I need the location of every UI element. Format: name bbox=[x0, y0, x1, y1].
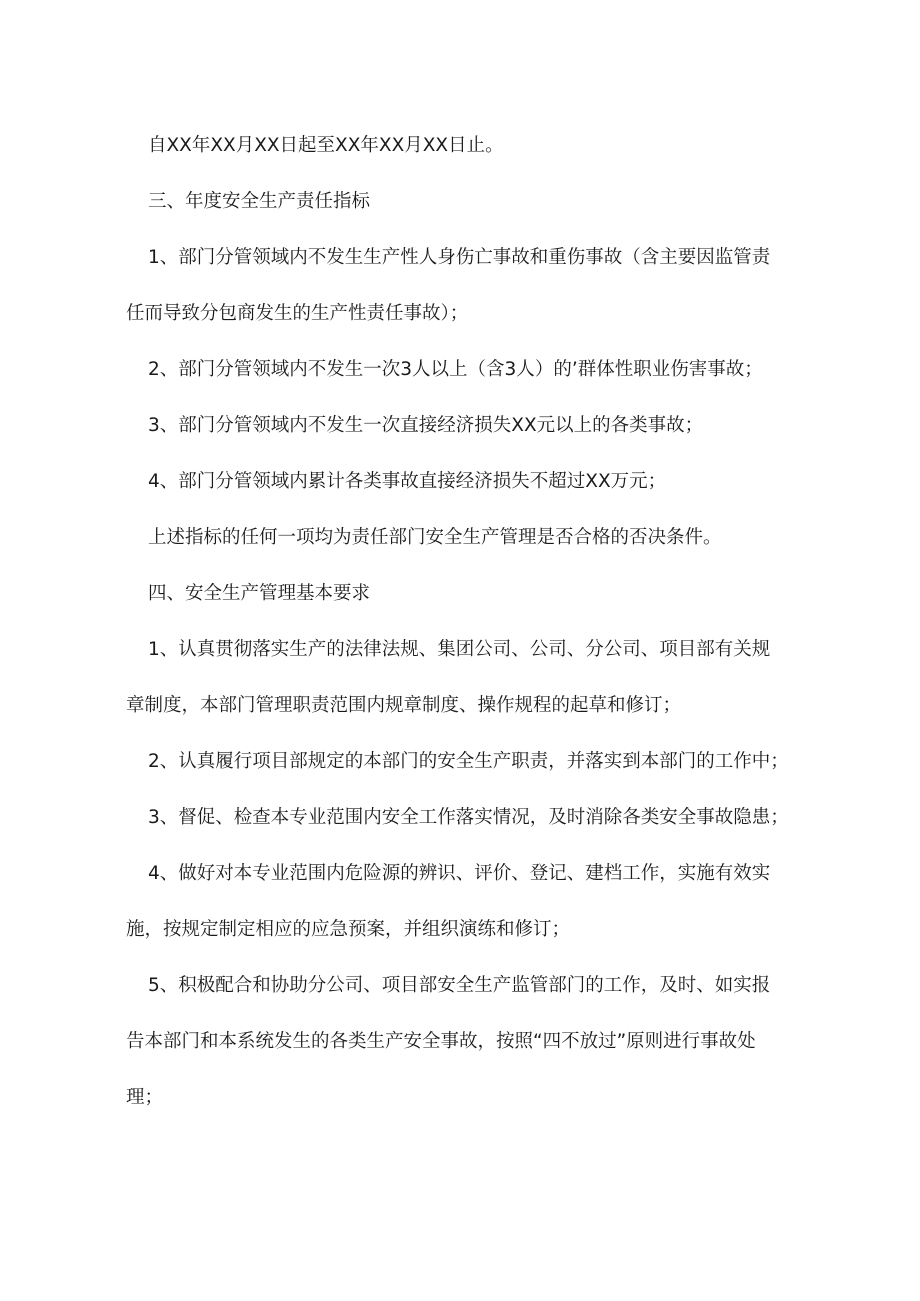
indicator-1-line-2: 任而导致分包商发生的生产性责任事故）； bbox=[126, 303, 469, 324]
requirement-4-line-1: 4、做好对本专业范围内危险源的辨识、评价、登记、建档工作，实施有效实 bbox=[148, 863, 771, 884]
indicator-2: 2、部门分管领域内不发生一次3人以上（含3人）的’群体性职业伤害事故； bbox=[148, 359, 763, 380]
requirement-2: 2、认真履行项目部规定的本部门的安全生产职责，并落实到本部门的工作中； bbox=[148, 751, 789, 772]
section-heading-3: 三、年度安全生产责任指标 bbox=[148, 191, 371, 212]
requirement-5-line-1: 5、积极配合和协助分公司、项目部安全生产监管部门的工作，及时、如实报 bbox=[148, 975, 771, 996]
requirement-4-line-2: 施，按规定制定相应的应急预案，并组织演练和修订； bbox=[126, 919, 571, 940]
indicator-3: 3、部门分管领域内不发生一次直接经济损失XX元以上的各类事故； bbox=[148, 415, 704, 436]
indicator-1-line-1: 1、部门分管领域内不发生生产性人身伤亡事故和重伤事故（含主要因监管责 bbox=[148, 247, 771, 268]
requirement-3: 3、督促、检查本专业范围内安全工作落实情况，及时消除各类安全事故隐患； bbox=[148, 807, 789, 828]
document-body bbox=[126, 118, 828, 1126]
requirement-1-line-2: 章制度，本部门管理职责范围内规章制度、操作规程的起草和修订； bbox=[126, 695, 682, 716]
requirement-1-line-1: 1、认真贯彻落实生产的法律法规、集团公司、公司、分公司、项目部有关规 bbox=[148, 639, 771, 660]
requirement-5-line-3: 理； bbox=[126, 1087, 164, 1108]
section-heading-4: 四、安全生产管理基本要求 bbox=[148, 583, 371, 604]
period-line: 自XX年XX月XX日起至XX年XX月XX日止。 bbox=[148, 135, 504, 156]
requirement-5-line-2: 告本部门和本系统发生的各类生产安全事故，按照“四不放过”原则进行事故处 bbox=[126, 1031, 756, 1052]
veto-condition: 上述指标的任何一项均为责任部门安全生产管理是否合格的否决条件。 bbox=[148, 527, 722, 548]
indicator-4: 4、部门分管领域内累计各类事故直接经济损失不超过XX万元； bbox=[148, 471, 667, 492]
